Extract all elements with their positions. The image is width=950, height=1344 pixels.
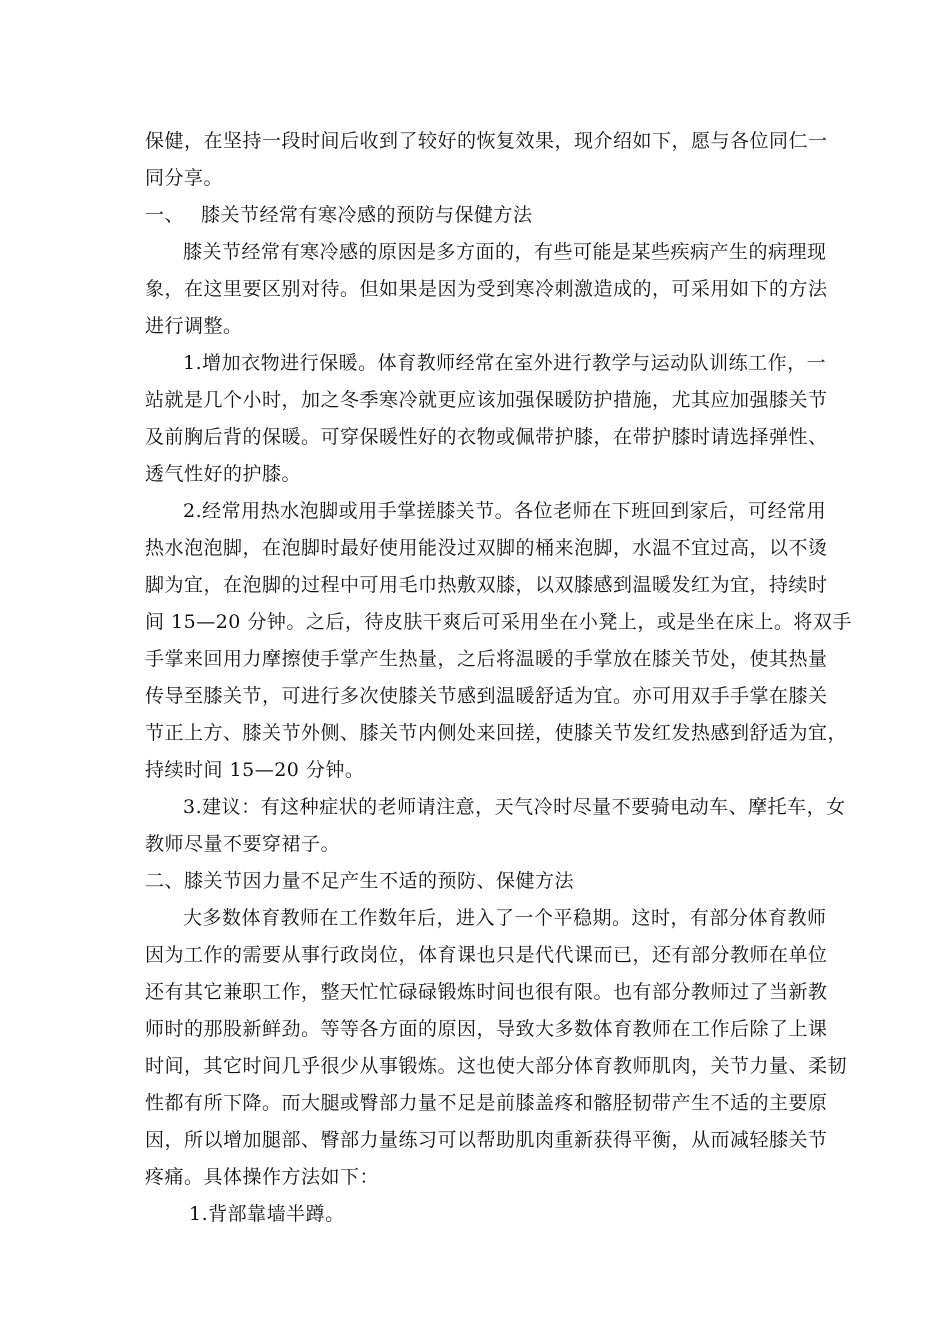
paragraph-line: 性都有所下降。而大腿或臀部力量不足是前膝盖疼和髂胫韧带产生不适的主要原: [145, 1092, 828, 1114]
paragraph-line: 还有其它兼职工作，整天忙忙碌碌锻炼时间也很有限。也有部分教师过了当新教: [145, 981, 828, 1003]
paragraph-line: 间 15—20 分钟。之后，待皮肤干爽后可采用坐在小凳上，或是坐在床上。将双手: [145, 611, 852, 633]
paragraph-line: 透气性好的护膝。: [145, 463, 302, 485]
paragraph-line: 保健，在坚持一段时间后收到了较好的恢复效果，现介绍如下，愿与各位同仁一: [145, 130, 828, 152]
paragraph-line: 及前胸后背的保暖。可穿保暖性好的衣物或佩带护膝，在带护膝时请选择弹性、: [145, 426, 828, 448]
paragraph-line: 同分享。: [145, 167, 224, 189]
section-heading-2: 二、膝关节因力量不足产生不适的预防、保健方法: [145, 870, 575, 892]
paragraph-line: 象，在这里要区别对待。但如果是因为受到寒冷刺激造成的，可采用如下的方法: [145, 278, 828, 300]
paragraph-line: 因为工作的需要从事行政岗位，体育课也只是代代课而已，还有部分教师在单位: [145, 944, 828, 966]
list-item-line: 3.建议：有这种症状的老师请注意，天气冷时尽量不要骑电动车、摩托车，女: [183, 796, 846, 818]
paragraph-line: 教师尽量不要穿裙子。: [145, 833, 341, 855]
list-item-line: 1.增加衣物进行保暖。体育教师经常在室外进行教学与运动队训练工作，一: [183, 352, 827, 374]
paragraph-line: 持续时间 15—20 分钟。: [145, 759, 365, 781]
paragraph-line: 师时的那股新鲜劲。等等各方面的原因，导致大多数体育教师在工作后除了上课: [145, 1018, 828, 1040]
section-heading-1: [145, 202, 533, 228]
paragraph-line: 节正上方、膝关节外侧、膝关节内侧处来回搓，使膝关节发红发热感到舒适为宜，: [145, 722, 848, 744]
paragraph-line: 站就是几个小时，加之冬季寒冷就更应该加强保暖防护措施，尤其应加强膝关节: [145, 389, 828, 411]
paragraph-line: 手掌来回用力摩擦使手掌产生热量，之后将温暖的手掌放在膝关节处，使其热量: [145, 648, 828, 670]
paragraph-line: 大多数体育教师在工作数年后，进入了一个平稳期。这时，有部分体育教师: [183, 907, 827, 929]
paragraph-line: 时间，其它时间几乎很少从事锻炼。这也使大部分体育教师肌肉，关节力量、柔韧: [145, 1055, 848, 1077]
section-number: 一、: [145, 204, 185, 226]
paragraph-line: 传导至膝关节，可进行多次使膝关节感到温暖舒适为宜。亦可用双手手掌在膝关: [145, 685, 828, 707]
list-item-line: 2.经常用热水泡脚或用手掌搓膝关节。各位老师在下班回到家后，可经常用: [183, 500, 827, 522]
section-title: 膝关节经常有寒冷感的预防与保健方法: [201, 204, 533, 226]
paragraph-line: 因，所以增加腿部、臀部力量练习可以帮助肌肉重新获得平衡，从而减轻膝关节: [145, 1129, 828, 1151]
list-item-line: 1.背部靠墙半蹲。: [189, 1203, 345, 1225]
paragraph-line: 脚为宜，在泡脚的过程中可用毛巾热敷双膝，以双膝感到温暖发红为宜，持续时: [145, 574, 828, 596]
paragraph-line: 进行调整。: [145, 315, 243, 337]
paragraph-line: 膝关节经常有寒冷感的原因是多方面的，有些可能是某些疾病产生的病理现: [183, 241, 827, 263]
paragraph-line: 热水泡泡脚，在泡脚时最好使用能没过双脚的桶来泡脚，水温不宜过高，以不烫: [145, 537, 828, 559]
paragraph-line: 疼痛。具体操作方法如下：: [145, 1166, 380, 1188]
